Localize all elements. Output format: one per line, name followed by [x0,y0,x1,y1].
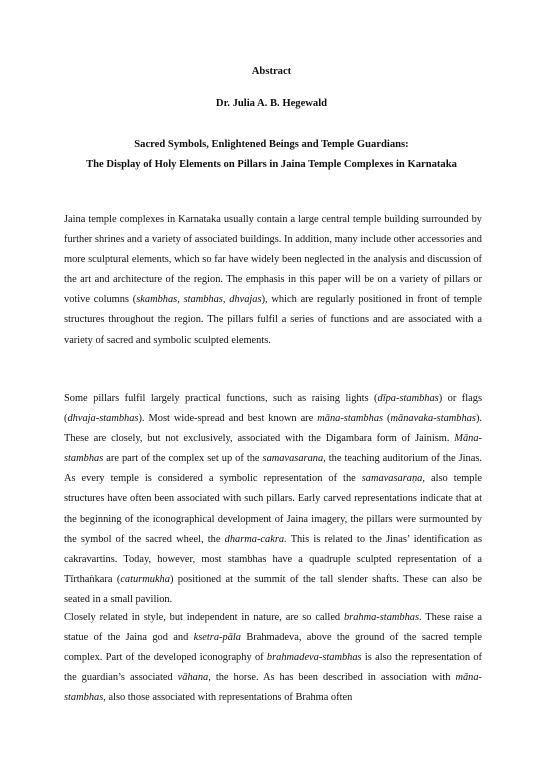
p2-text: ). Most wide-spread and best known are [138,413,318,425]
p2-text: are part of the complex set up of the [103,453,263,465]
p2-text: Some pillars fulfil largely practical functions, such as raising lights ( [64,393,378,404]
p2-term: dīpa-stambhas [377,393,439,404]
p2-text: , also temple structures have often been associated with such pillars. Early carved representations indicate that at the beginning of the iconographical development of Jaina imagery, the pillars were surmounted by the symbol of the sacred wheel, the [64,473,482,545]
p3-term: brahmadeva-stambhas [266,652,362,664]
p2-text: ) positioned at the summit of the tall slender shafts. These can also be seated in a small pavilion. [64,573,482,605]
abstract-heading: Abstract [251,66,292,77]
p2-text: ( [383,413,391,425]
p3-text: Brahmadeva, above the ground of the sacred temple complex. Part of the developed iconography of [64,632,482,664]
p1-text: ), which are regularly positioned in front of temple structures throughout the region. The pillars fulfil a series of functions and are associated with a variety of sacred and symbolic sculpted elements. [64,294,482,346]
p2-text: ) or flags ( [64,393,483,425]
paragraph-1 [64,210,482,351]
p3-term: brahma-stambhas [343,612,420,623]
paper-title-line-1: Sacred Symbols, Enlightened Beings and Temple Guardians: [134,139,409,150]
p2-term: samavasarana [262,453,324,465]
p3-text: is also the representation of the guardian’s associated [64,652,483,684]
p2-text: ). These are closely, but not exclusively, associated with the Digambara form of Jainism. [64,413,483,445]
p3-term: vāhana [177,672,209,684]
author-name: Dr. Julia A. B. Hegewald [215,98,328,109]
p3-term: ksetra-pāla [193,632,241,644]
p3-text: , the horse. As has been described in association with [208,672,456,684]
p2-term: Māna-stambhas [64,433,482,465]
p3-text: . These raise a statue of the Jaina god and [64,612,482,644]
p2-term: māna-stambhas [317,413,384,425]
p2-text: , the teaching auditorium of the Jinas. As every temple is considered a symbolic representation of the [64,453,482,485]
p2-term: caturmukha [120,573,170,585]
p3-text: Closely related in style, but independent in nature, are so called [64,612,344,623]
p3-text: , also those associated with representations of Brahma often [103,692,353,704]
paragraph-3 [64,608,482,708]
p2-term: samavasaraṇa [361,473,423,485]
p2-term: dharma-cakra. [224,533,287,545]
p2-term: mānavaka-stambhas [390,413,476,425]
p2-text: This is related to the Jinas’ identification as cakravartins. Today, however, most stambhas have a quadruple sculpted representation of a Tīrthaṅkara ( [64,533,483,585]
p1-term: skambhas, stambhas, dhvajas [136,294,262,306]
p1-text: Jaina temple complexes in Karnataka usually contain a large central temple building surrounded by further shrines and a variety of associated buildings. In addition, many include other accessories and more sculptural elements, which so far have widely been neglected in the analysis and discussion of the art and architecture of the region. The emphasis in this paper will be on a variety of pillars or votive columns ( [64,214,482,306]
p3-term: māna-stambhas [64,672,483,704]
paper-title-line-2: The Display of Holy Elements on Pillars in Jaina Temple Complexes in Karnataka [86,159,457,170]
paragraph-2 [64,389,482,610]
p2-term: dhvaja-stambhas [67,413,139,425]
